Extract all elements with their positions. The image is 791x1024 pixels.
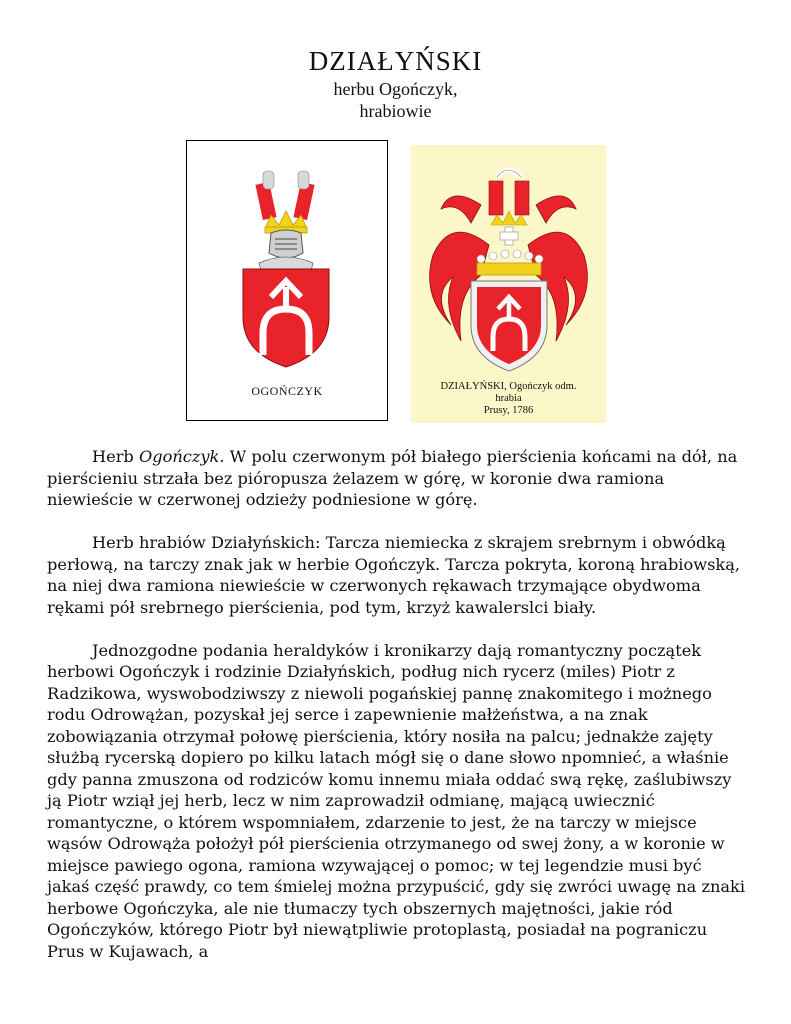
page-title: DZIAŁYŃSKI (308, 46, 483, 76)
paragraph-1-herb-name: Ogończyk (138, 447, 220, 466)
raised-arms-icon (489, 170, 529, 215)
dzialynski-coat-of-arms-figure (411, 145, 606, 423)
cross-icon (500, 227, 518, 245)
paragraph-1-rest: . W polu czerwonym pół białego pierścienia końcami na dół, na pierścieniu strzała bez pióropusza żelazem w górę, w koronie dwa ramiona niewieście w czerwonej odzieży podniesione w górę. (47, 447, 738, 509)
caption-line-2: hrabia (495, 393, 522, 404)
title-block (0, 44, 791, 122)
ogonczyk-caption: OGOŃCZYK (251, 384, 323, 398)
paragraph-ogonczyk (47, 446, 747, 511)
dzialynski-coat-of-arms-icon (411, 145, 606, 377)
ogonczyk-coat-of-arms-figure (186, 140, 388, 421)
paragraph-dzialynski-counts: Herb hrabiów Działyńskich: Tarcza niemiecka z skrajem srebrnym i obwódką perłową, na tarczy znak jak w herbie Ogończyk. Tarcza pokryta, koroną hrabiowską, na niej dwa ramiona niewieście w czerwonych rękawach trzymające obydwoma rękami pół srebrnego pierścienia, pod tym, krzyż kawalerslci biały. (47, 533, 741, 617)
page-subtitle-line-1: herbu Ogończyk, (333, 79, 458, 99)
page-subtitle-line-2: hrabiowie (359, 101, 432, 121)
paragraph-1-intro: Herb (92, 447, 139, 466)
helmet-icon (259, 230, 313, 271)
caption-line-3: Prusy, 1786 (483, 405, 534, 416)
caption-line-1: DZIAŁYŃSKI, Ogończyk odm. (440, 381, 577, 392)
dzialynski-caption (411, 381, 606, 417)
ogonczyk-coat-of-arms-icon (187, 141, 387, 381)
body-text (47, 446, 747, 984)
paragraph-legend: Jednozgodne podania heraldyków i kronikarzy dają romantyczny początek herbowi Ogończyk i rodzinie Działyńskich, podług nich rycerz (miles) Piotr z Radzikowa, wyswobodziwszy z niewoli pogańskiej pannę znakomitego i możnego rodu Odrowążan, pozyskał jej serce i zapewnienie małżeństwa, a na znak zobowiązania otrzymał połowę pierścienia, który nosiła na palcu; jednakże zajęty służbą rycerską dopiero po kilku latach mógł się o dane słowo npomnieć, a właśnie gdy panna zmuszona od rodziców komu innemu miała oddać swą rękę, zaślubiwszy ją Piotr wziął jej herb, lecz w nim zaprowadził odmianę, mającą uwiecznić romantyczne, o którem wspomniałem, zdarzenie to jest, że na tarczy w miejsce wąsów Odrowąża położył pół pierścienia otrzymanego od swej żony, a w koronie w miejsce pawiego ogona, ramiona wzywającej o pomoc; w tej legendzie musi być jakaś część prawdy, co tem śmielej można przypuścić, gdy się zwróci uwagę na znaki herbowe Ogończyka, ale nie tłumaczy tych obszernych majętności, jakie ród Ogończyków, którego Piotr był niewątpliwie protoplastą, posiadał na pograniczu Prus w Kujawach, a (47, 640, 746, 961)
